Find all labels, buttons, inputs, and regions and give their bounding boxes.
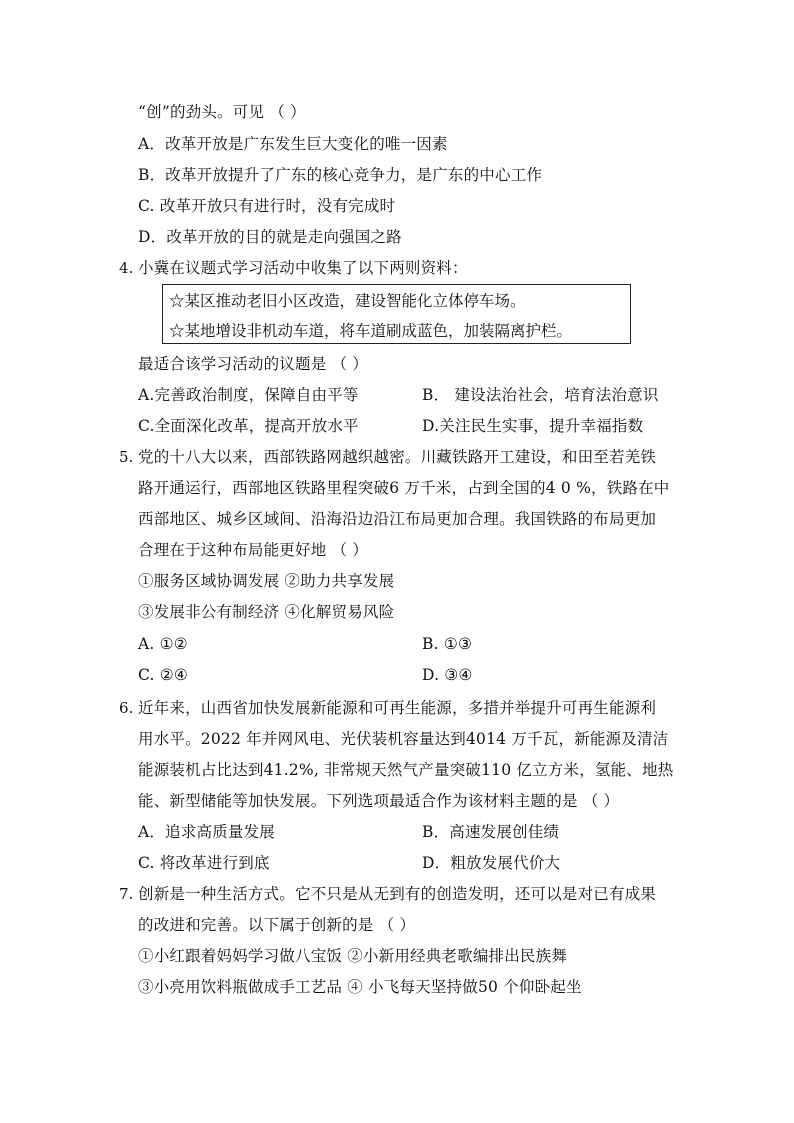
q4-option-d: D.关注民生实事，提升幸福指数 [422,417,644,435]
q4-material-box [162,284,631,344]
q5-option-a: A. ①② [138,635,188,653]
q5-item-line-1: ①服务区域协调发展 ②助力共享发展 [138,572,395,590]
q5-option-c: C. ②④ [138,666,188,684]
q7-stem-line-2: 的改进和完善。以下属于创新的是 （ ） [138,916,416,934]
q5-stem-line-1: 党的十八大以来，西部铁路网越织越密。川藏铁路开工建设，和田至若羌铁 [138,448,657,466]
q3-option-b: B．改革开放提升了广东的核心竞争力，是广东的中心工作 [138,166,543,184]
q5-number: 5. [119,448,134,466]
q6-stem-line-2: 用水平。2022 年并网风电、光伏装机容量达到4014 万千瓦，新能源及清洁 [138,730,669,748]
q3-option-d: D．改革开放的目的就是走向强国之路 [138,228,402,246]
q5-stem-line-2: 路开通运行，西部地区铁路里程突破6 万千米，占到全国的4 0 %，铁路在中 [138,479,670,497]
q6-stem-line-3: 能源装机占比达到41.2%, 非常规天然气产量突破110 亿立方米，氢能、地热 [138,761,674,779]
q4-stem: 小冀在议题式学习活动中收集了以下两则资料： [138,259,468,277]
q4-material-line-1: ☆某区推动老旧小区改造，建设智能化立体停车场。 [169,292,526,310]
q5-item-line-2: ③发展非公有制经济 ④化解贸易风险 [138,603,395,621]
q6-option-a: A．追求高质量发展 [138,823,275,841]
q4-option-b: B． 建设法治社会，培育法治意识 [422,386,659,404]
q4-question: 最适合该学习活动的议题是 （ ） [138,355,369,373]
q7-item-line-2: ③小亮用饮料瓶做成手工艺品 ④ 小飞每天坚持做50 个仰卧起坐 [138,978,582,996]
q5-stem-line-4: 合理在于这种布局能更好地 （ ） [138,541,369,559]
q3-option-c: C. 改革开放只有进行时，没有完成时 [138,197,396,215]
q6-stem-line-4: 能、新型储能等加快发展。下列选项最适合作为该材料主题的是 （ ） [138,792,620,810]
q6-option-d: D．粗放发展代价大 [422,854,561,872]
q7-stem-line-1: 创新是一种生活方式。它不只是从无到有的创造发明，还可以是对已有成果 [138,885,657,903]
q5-stem-line-3: 西部地区、城乡区域间、沿海沿边沿江布局更加合理。我国铁路的布局更加 [138,510,657,528]
q3-stem-tail: “创”的劲头。可见 （ ） [138,103,306,121]
q6-stem-line-1: 近年来，山西省加快发展新能源和可再生能源，多措并举提升可再生能源利 [138,699,657,717]
q6-option-b: B．高速发展创佳绩 [422,823,560,841]
q6-option-c: C. 将改革进行到底 [138,854,270,872]
q6-number: 6. [119,699,134,717]
q7-number: 7. [119,885,134,903]
q5-option-d: D. ③④ [422,666,473,684]
q4-option-c: C.全面深化改革，提高开放水平 [138,417,359,435]
q4-option-a: A.完善政治制度，保障自由平等 [138,386,359,404]
q3-option-a: A．改革开放是广东发生巨大变化的唯一因素 [138,135,448,153]
q4-material-line-2: ☆某地增设非机动车道，将车道刷成蓝色，加装隔离护栏。 [169,322,573,340]
q4-number: 4. [119,259,134,277]
q7-item-line-1: ①小红跟着妈妈学习做八宝饭 ②小新用经典老歌编排出民族舞 [138,947,568,965]
q5-option-b: B. ①③ [422,635,473,653]
